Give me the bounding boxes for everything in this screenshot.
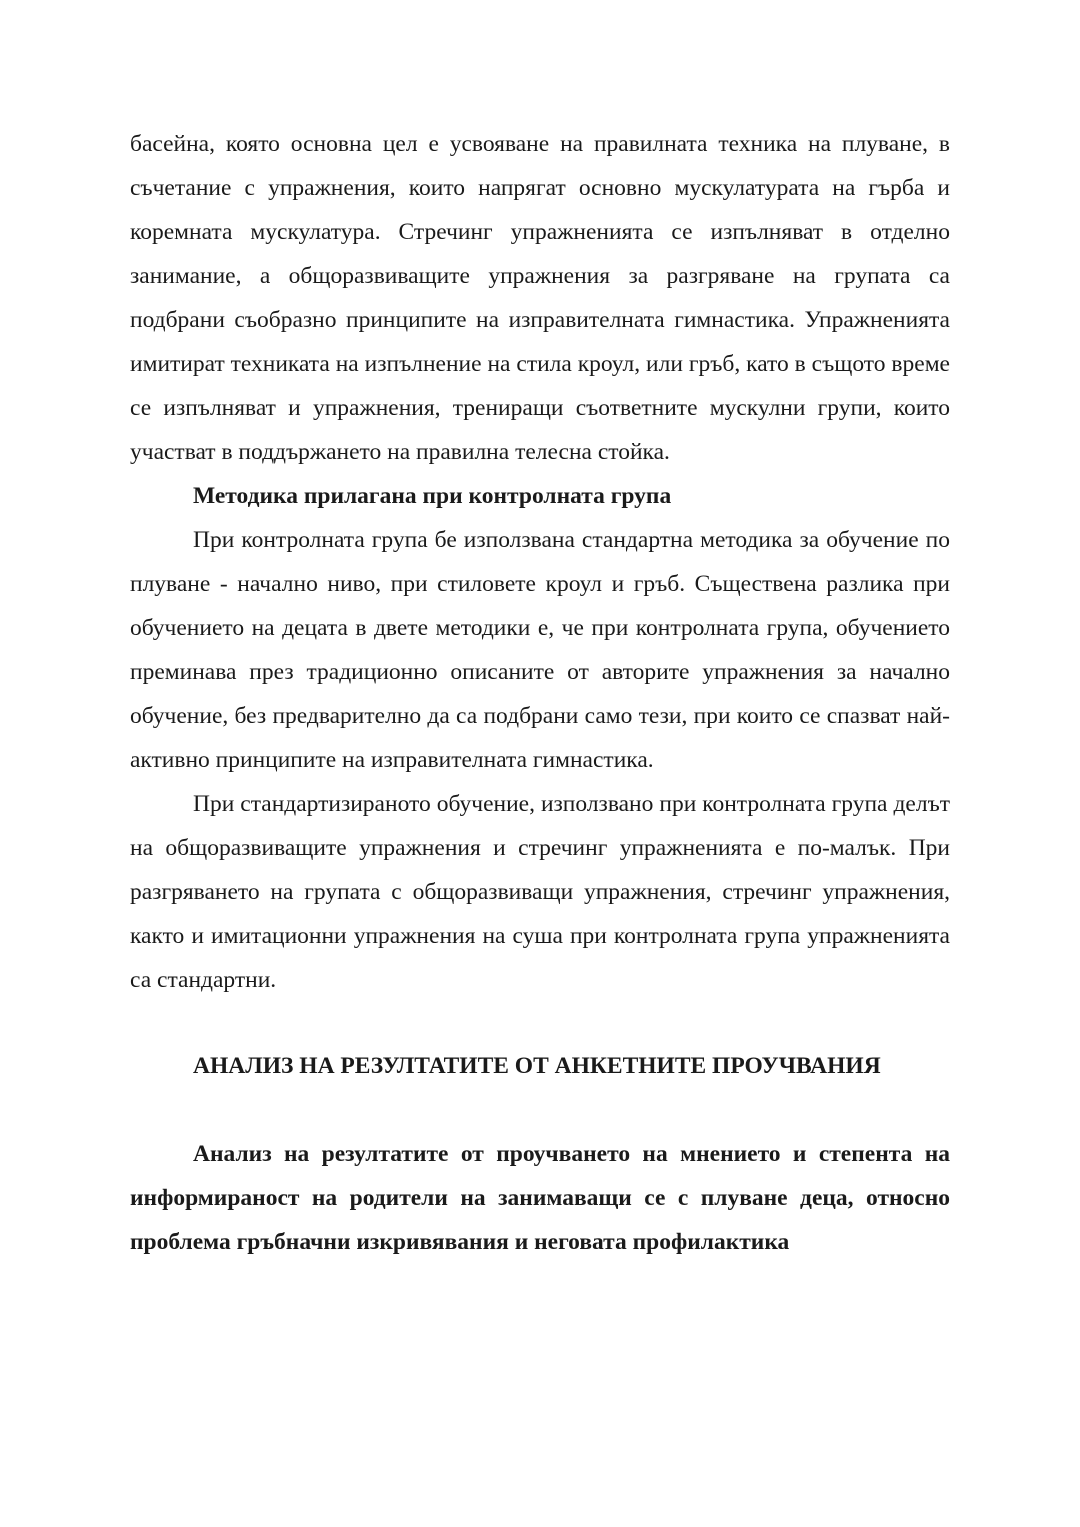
body-paragraph: басейна, която основна цел е усвояване на правилната техника на плуване, в съчетание с упражнения, които напрягат основно мускулатурата на гърба и коремната мускулатура. Стречинг упражненията се изпълняват в отделно занимание, а общоразвиващите упражнения за разгряване на групата са подбрани съобразно принципите на изправителната гимнастика. Упражненията имитират техниката на изпълнение на стила кроул, или гръб, като в същото време се изпълняват и упражнения, трениращи съответните мускулни групи, които участват в поддържането на правилна телесна стойка. xyxy=(130,131,950,465)
subheading-analysis: Анализ на резултатите от проучването на мнението и степента на информираност на родители на занимаващи се с плуване деца, относно проблема гръбначни изкривявания и неговата профилактика xyxy=(130,1141,950,1255)
section-title: АНАЛИЗ НА РЕЗУЛТАТИТЕ ОТ АНКЕТНИТЕ ПРОУЧВАНИЯ xyxy=(193,1053,881,1079)
subheading-control-group-method: Методика прилагана при контролната група xyxy=(193,483,672,509)
body-paragraph: При контролната група бе използвана стандартна методика за обучение по плуване - начално ниво, при стиловете кроул и гръб. Съществена разлика при обучението на децата в двете методики е, че при контролната група, обучението преминава през традиционно описаните от авторите упражнения за начално обучение, без предварително да са подбрани само тези, при които се спазват най-активно принципите на изправителната гимнастика. xyxy=(130,527,950,773)
body-paragraph: При стандартизираното обучение, използвано при контролната група делът на общоразвиващите упражнения и стречинг упражненията е по-малък. При разгряването на групата с общоразвиващи упражнения, стречинг упражнения, както и имитационни упражнения на суша при контролната група упражненията са стандартни. xyxy=(130,791,950,993)
document-page xyxy=(130,122,950,1264)
